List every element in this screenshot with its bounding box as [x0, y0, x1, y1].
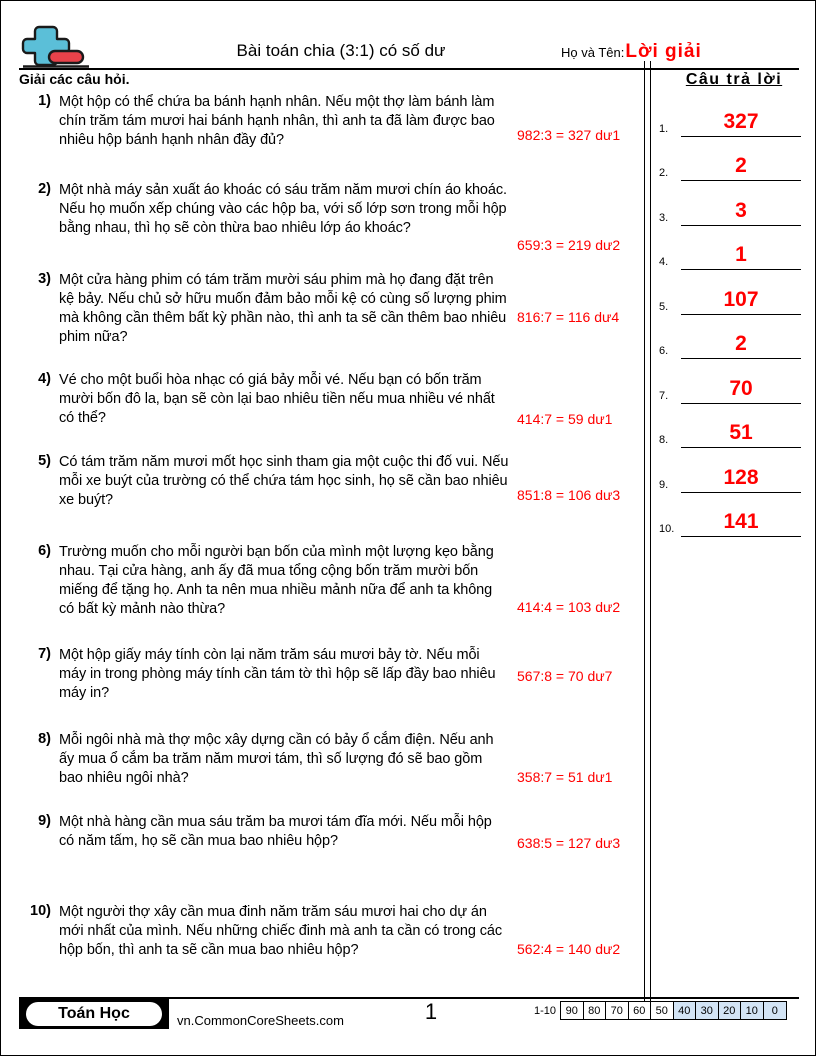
instruction-text: Giải các câu hỏi. [19, 71, 130, 87]
score-scale-cell: 80 [584, 1002, 607, 1019]
question-number: 10) [30, 903, 51, 919]
question-text: Một nhà hàng cần mua sáu trăm ba mươi tám đĩa mới. Nếu mỗi hộp có năm tấm, họ sẽ cần mua bao nhiêu hộp? [59, 814, 492, 849]
question-item [19, 903, 639, 960]
question-item [19, 543, 639, 619]
answer-row [659, 359, 809, 404]
question-work: 659:3 = 219 dư2 [517, 237, 621, 253]
question-item [19, 813, 639, 851]
answer-index: 10. [659, 523, 675, 535]
score-scale-cells [560, 1001, 787, 1020]
question-item [19, 93, 639, 150]
answer-index: 1. [659, 122, 669, 135]
brand-label: Toán Học [26, 1002, 162, 1026]
score-scale-cell: 50 [651, 1002, 674, 1019]
answer-value: 3 [735, 198, 747, 222]
question-work: 414:7 = 59 dư1 [517, 411, 613, 427]
answer-column [659, 71, 809, 537]
question-number: 9) [38, 813, 51, 829]
question-number: 2) [38, 181, 51, 197]
answer-row [659, 448, 809, 493]
page-header [1, 1, 816, 69]
answer-rows [659, 92, 809, 537]
name-field [561, 41, 702, 63]
question-number: 1) [38, 93, 51, 109]
answer-row [659, 270, 809, 315]
question-number: 8) [38, 731, 51, 747]
question-work: 982:3 = 327 dư1 [517, 127, 621, 143]
question-text: Một hộp có thể chứa ba bánh hạnh nhân. Nếu một thợ làm bánh làm chín trăm tám mươi hai bánh hạnh nhân, thì anh ta đã làm được bao nhiêu hộp bánh hạnh nhân đầy đủ? [59, 94, 495, 148]
answer-index: 2. [659, 167, 669, 179]
page-title: Bài toán chia (3:1) có số dư [236, 41, 446, 60]
score-scale-cell: 0 [764, 1002, 787, 1019]
name-value: Lời giải [625, 41, 702, 62]
answer-index: 7. [659, 389, 669, 402]
score-scale-cell: 10 [741, 1002, 764, 1019]
score-scale-cell: 20 [719, 1002, 742, 1019]
question-text: Một người thợ xây cần mua đinh năm trăm sáu mươi hai cho dự án mới nhất của mình. Nếu những chiếc đinh mà anh ta cần có trong các hộp bốn, thì anh ta sẽ cần mua bao nhiêu hộp? [59, 904, 503, 958]
question-text: Một hộp giấy máy tính còn lại năm trăm sáu mươi bảy tờ. Nếu mỗi máy in trong phòng máy tính cần tám tờ thì hộp sẽ lấp đầy bao nhiêu máy in? [59, 647, 496, 701]
answer-value: 128 [723, 465, 759, 489]
answer-index: 8. [659, 434, 669, 446]
answer-value: 1 [735, 243, 747, 266]
column-divider [644, 61, 651, 1001]
question-work: 358:7 = 51 dư1 [517, 769, 613, 785]
question-text: Vé cho một buổi hòa nhạc có giá bảy mỗi vé. Nếu bạn có bốn trăm mười bốn đô la, bạn sẽ còn lại bao nhiêu tiền nếu mua nhiều vé nhất có thể? [59, 372, 495, 426]
answer-value: 70 [729, 376, 753, 400]
name-label: Họ và Tên: [561, 45, 625, 60]
question-text: Có tám trăm năm mươi mốt học sinh tham gia một cuộc thi đố vui. Nếu mỗi xe buýt của trường có thể chứa tám học sinh, họ sẽ cần bao nhiêu xe buýt? [59, 454, 509, 508]
header-divider-rule [19, 68, 799, 70]
answer-value: 51 [729, 421, 753, 444]
brand-badge [19, 999, 169, 1029]
plus-minus-logo-icon [19, 23, 91, 69]
answer-row [659, 404, 809, 449]
question-number: 3) [38, 271, 51, 287]
question-work: 638:5 = 127 dư3 [517, 835, 621, 851]
question-work: 567:8 = 70 dư7 [517, 668, 613, 684]
question-item [19, 371, 639, 428]
answer-index: 5. [659, 300, 669, 313]
site-url: vn.CommonCoreSheets.com [177, 1013, 344, 1028]
score-scale-cell: 70 [606, 1002, 629, 1019]
question-work: 851:8 = 106 dư3 [517, 487, 621, 503]
score-scale-cell: 40 [674, 1002, 697, 1019]
question-text: Một nhà máy sản xuất áo khoác có sáu trăm năm mươi chín áo khoác. Nếu họ muốn xếp chúng vào các hộp ba, với số lớp sơn trong mỗi hộp bằng nhau, thì họ sẽ còn thừa bao nhiêu lớp áo khoác? [59, 182, 507, 236]
question-work: 414:4 = 103 dư2 [517, 599, 621, 615]
score-scale-cell: 90 [561, 1002, 584, 1019]
answer-index: 6. [659, 345, 669, 357]
question-number: 5) [38, 453, 51, 469]
question-item [19, 453, 639, 510]
answer-index: 9. [659, 478, 669, 491]
answer-value: 107 [723, 287, 759, 311]
question-work: 562:4 = 140 dư2 [517, 941, 621, 957]
score-scale-label: 1-10 [534, 1004, 557, 1017]
page-number: 1 [424, 999, 438, 1024]
answer-row [659, 137, 809, 182]
question-item [19, 646, 639, 703]
answer-row [659, 181, 809, 226]
score-scale-cell: 60 [629, 1002, 652, 1019]
score-scale [534, 1001, 787, 1020]
answer-column-title: Câu trả lời [685, 71, 783, 88]
question-number: 7) [38, 646, 51, 662]
question-text: Trường muốn cho mỗi người bạn bốn của mình một lượng kẹo bằng nhau. Tại cửa hàng, anh ấy đã mua tổng cộng bốn trăm mười bốn miếng để tặng họ. Anh ta nên mua nhiều mảnh nữa để anh ta không có bất kỳ mảnh nào thừa? [59, 544, 494, 617]
question-text: Mỗi ngôi nhà mà thợ mộc xây dựng cần có bảy ổ cắm điện. Nếu anh ấy mua ổ cắm ba trăm năm mươi tám, thì số lượng đó sẽ bao gồm bao nhiêu ngôi nhà? [59, 732, 494, 786]
question-number: 6) [38, 543, 51, 559]
question-work: 816:7 = 116 dư4 [517, 309, 620, 325]
score-scale-cell: 30 [696, 1002, 719, 1019]
answer-row [659, 92, 809, 137]
answer-index: 4. [659, 256, 669, 268]
answer-value: 2 [735, 154, 747, 177]
answer-value: 141 [723, 510, 759, 533]
question-item [19, 181, 639, 253]
question-text: Một cửa hàng phim có tám trăm mười sáu phim mà họ đang đặt trên kệ bảy. Nếu chủ sở hữu muốn đảm bảo mỗi kệ có cùng số lượng phim mà không cần thêm bất kỳ phần nào, thì anh ta sẽ cần thêm bao nhiêu phim nữa? [59, 272, 507, 345]
answer-value: 2 [735, 332, 747, 355]
question-item [19, 271, 639, 347]
question-number: 4) [38, 371, 51, 387]
answer-value: 327 [723, 109, 759, 133]
answer-row [659, 315, 809, 360]
answer-row [659, 493, 809, 538]
answer-row [659, 226, 809, 271]
answer-index: 3. [659, 211, 669, 224]
question-item [19, 731, 639, 788]
